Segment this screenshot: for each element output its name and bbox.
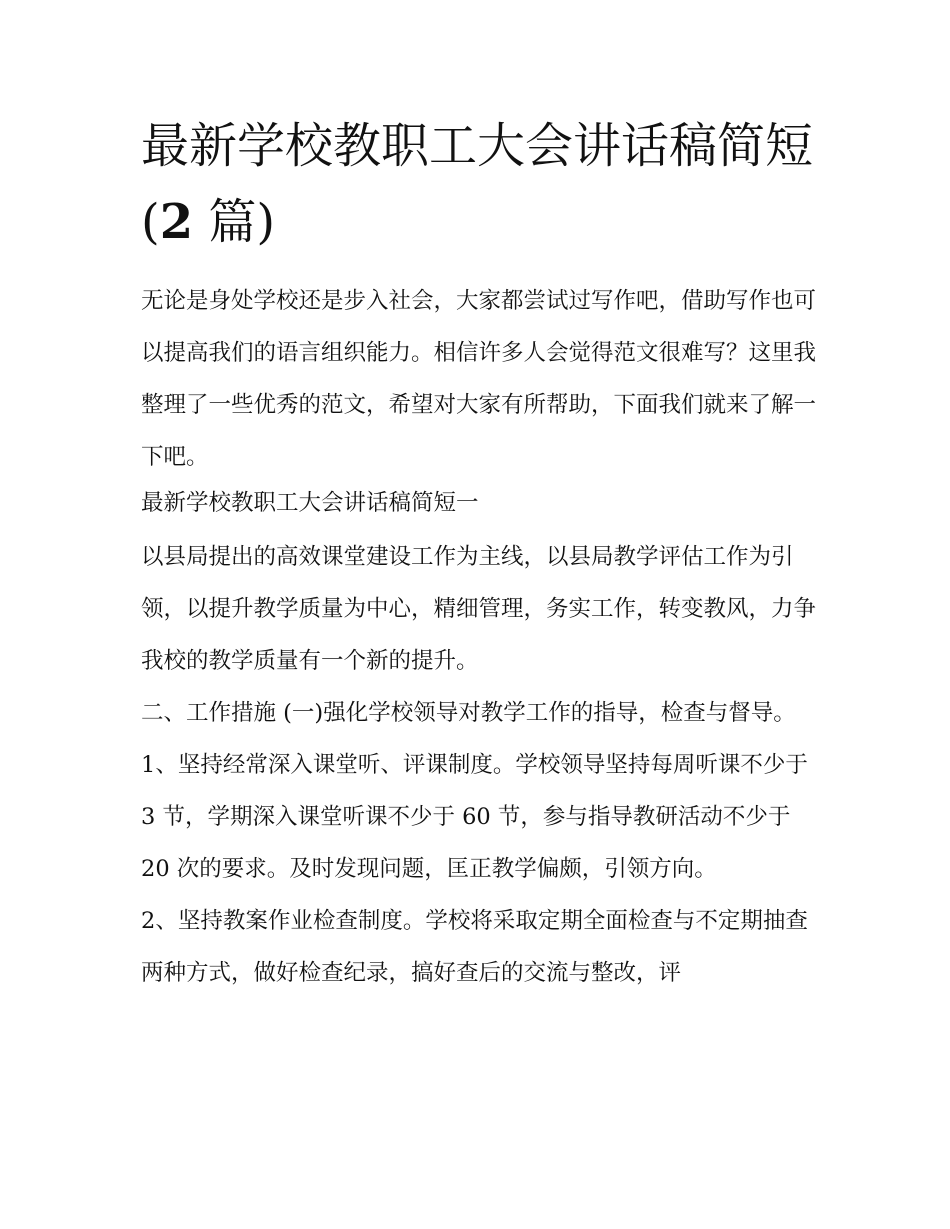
body-paragraph-2: 二、工作措施 (一)强化学校领导对教学工作的指导，检查与督导。 [141, 700, 796, 726]
body-paragraph-4: 2、坚持教案作业检查制度。学校将采取定期全面检查与不定期抽查两种方式，做好检查纪录，搞好查后的交流与整改，评 [141, 908, 808, 986]
title-text-part2: 篇) [193, 194, 276, 250]
section-heading: 最新学校教职工大会讲话稿简短一 [141, 490, 479, 516]
body-paragraph-1: 以县局提出的高效课堂建设工作为主线，以县局教学评估工作为引领，以提升教学质量为中心，精细管理，务实工作，转变教风，力争我校的教学质量有一个新的提升。 [141, 544, 817, 674]
title-text-part1: 最新学校教职工大会讲话稿简短( [141, 118, 814, 250]
intro-paragraph: 无论是身处学校还是步入社会，大家都尝试过写作吧，借助写作也可以提高我们的语言组织能力。相信许多人会觉得范文很难写？这里我整理了一些优秀的范文，希望对大家有所帮助，下面我们就来了解一下吧。 [141, 288, 817, 470]
body-paragraph-3: 1、坚持经常深入课堂听、评课制度。学校领导坚持每周听课不少于 3 节，学期深入课堂听课不少于 60 节，参与指导教研活动不少于 20 次的要求。及时发现问题，匡正教学偏颇，引领方向。 [141, 752, 808, 882]
title-number: 2 [159, 194, 194, 250]
document-title [141, 108, 831, 260]
document-body [141, 275, 816, 999]
